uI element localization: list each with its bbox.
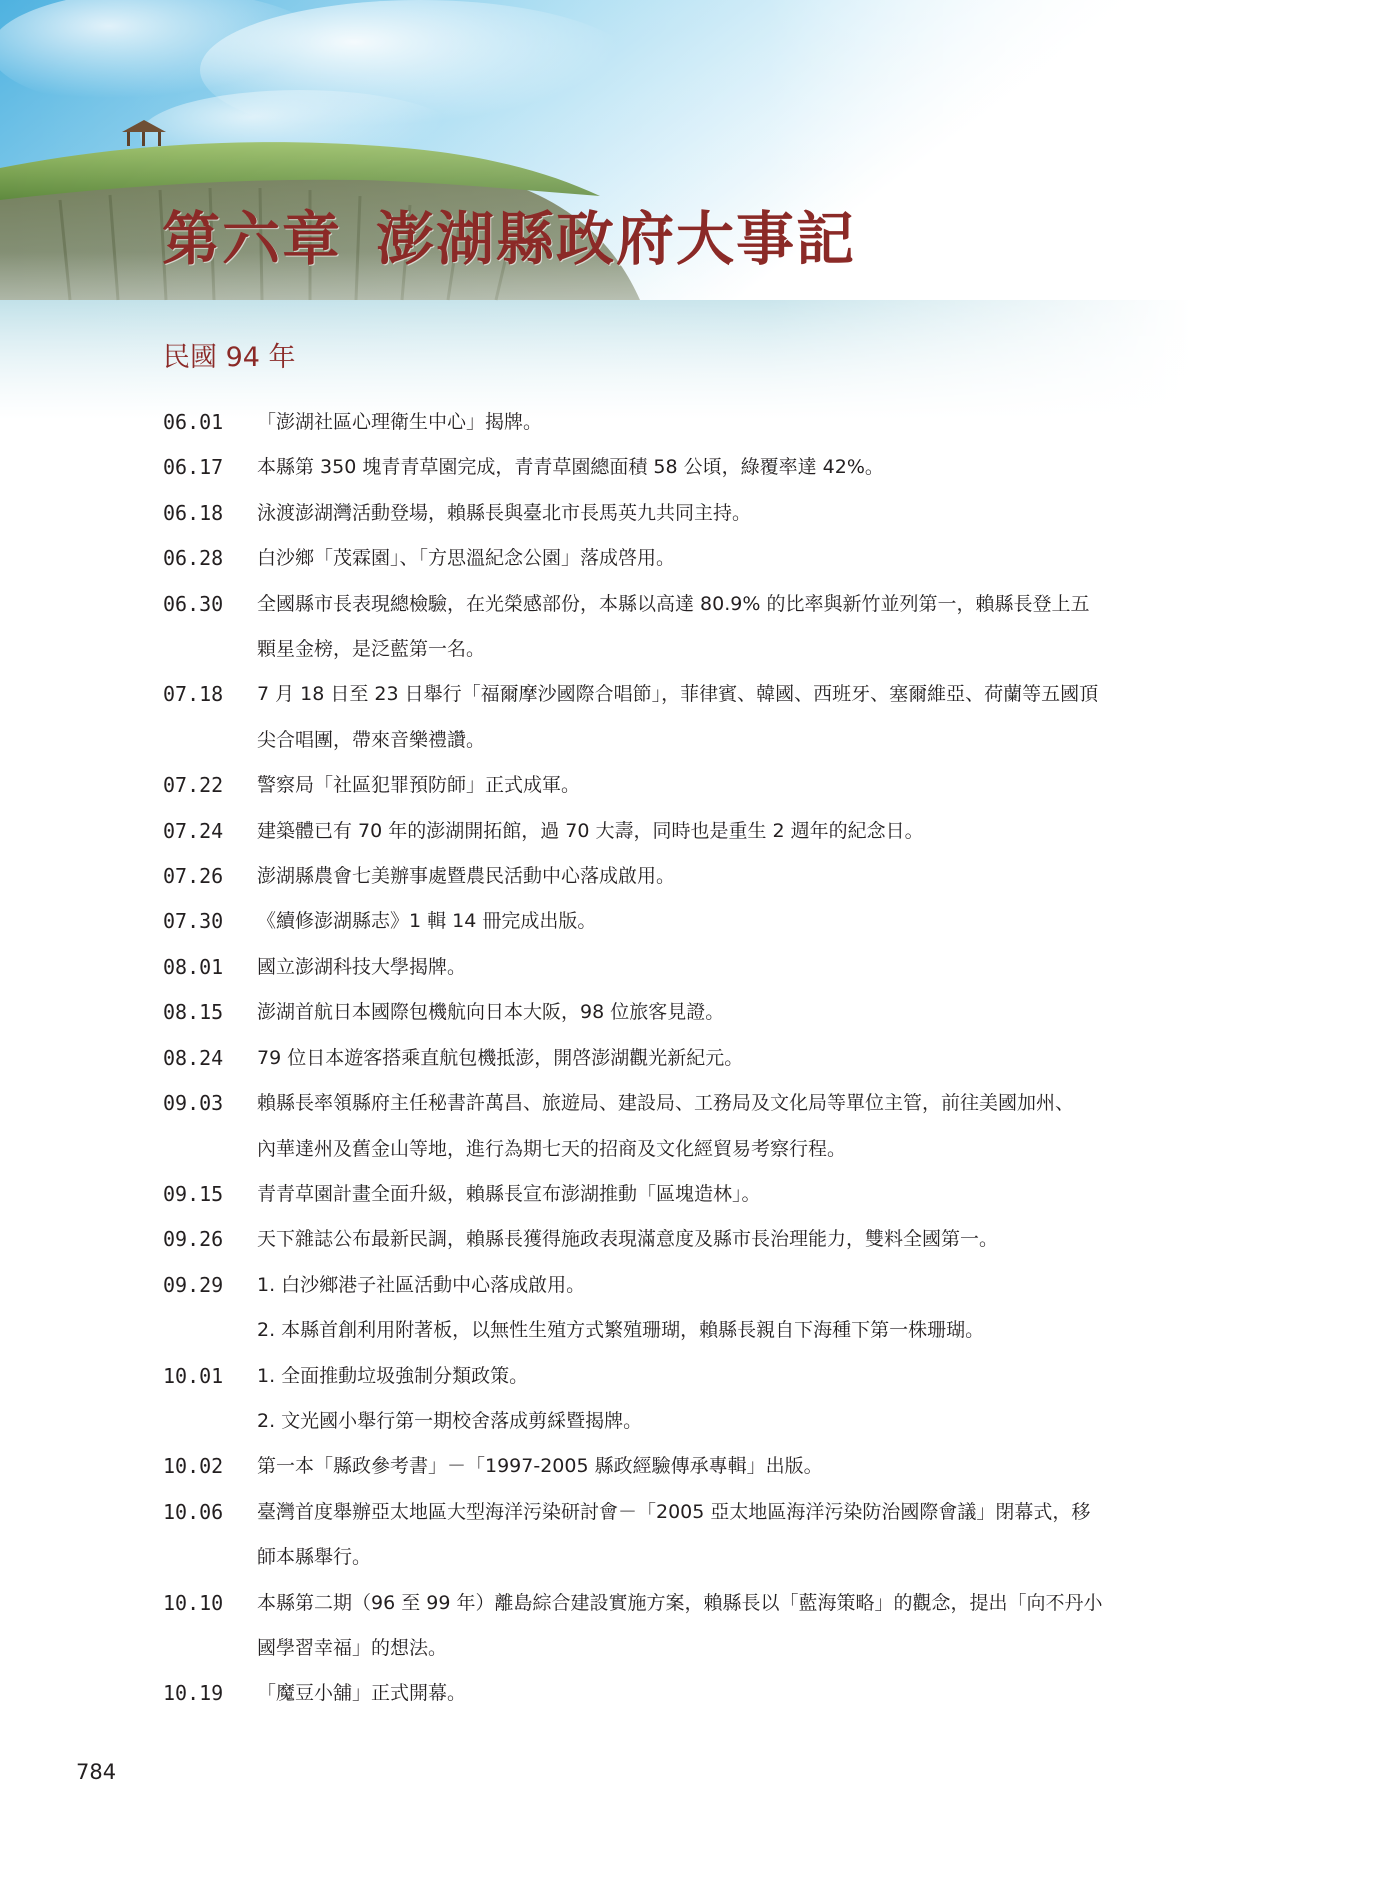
event-description <box>257 582 1243 673</box>
event-item <box>163 1036 1243 1081</box>
event-text-line: 澎湖縣農會七美辦事處暨農民活動中心落成啟用。 <box>257 865 676 888</box>
event-list <box>163 400 1243 1717</box>
event-description <box>257 445 1243 490</box>
event-description <box>257 945 1243 990</box>
event-text-line: 賴縣長率領縣府主任秘書許萬昌、旅遊局、建設局、工務局及文化局等單位主管，前往美國加州、 <box>257 1092 1075 1115</box>
event-text-line: 全國縣市長表現總檢驗，在光榮感部份，本縣以高達 80.9% 的比率與新竹並列第一，賴縣長登上五 <box>257 592 1090 615</box>
event-item <box>163 990 1243 1035</box>
event-text-line: 7 月 18 日至 23 日舉行「福爾摩沙國際合唱節」，菲律賓、韓國、西班牙、塞爾維亞、荷蘭等五國頂 <box>257 683 1099 706</box>
event-text-line: 泳渡澎湖灣活動登場，賴縣長與臺北市長馬英九共同主持。 <box>257 501 752 524</box>
event-date: 09.03 <box>163 1091 224 1116</box>
event-text-line: 本縣第二期（96 至 99 年）離島綜合建設實施方案，賴縣長以「藍海策略」的觀念，提出「向不丹小 <box>257 1591 1103 1614</box>
event-item <box>163 945 1243 990</box>
event-text-line: 79 位日本遊客搭乘直航包機抵澎，開啓澎湖觀光新紀元。 <box>257 1046 744 1069</box>
event-text-line: 尖合唱團，帶來音樂禮讚。 <box>257 728 486 751</box>
event-date: 10.01 <box>163 1363 224 1388</box>
event-description <box>257 1036 1243 1081</box>
event-text-line: 國立澎湖科技大學揭牌。 <box>257 955 467 978</box>
event-item <box>163 763 1243 808</box>
event-description <box>257 763 1243 808</box>
event-text-line: 顆星金榜，是泛藍第一名。 <box>257 638 486 661</box>
event-item <box>163 809 1243 854</box>
event-text-line: 第一本「縣政參考書」－「1997-2005 縣政經驗傳承專輯」出版。 <box>257 1455 823 1478</box>
event-text-line: 「魔豆小舖」正式開幕。 <box>257 1682 467 1705</box>
event-text-line: 1. 全面推動垃圾強制分類政策。 <box>257 1364 529 1387</box>
event-text-line: 國學習幸福」的想法。 <box>257 1636 448 1659</box>
event-description <box>257 536 1243 581</box>
event-description <box>257 1490 1243 1581</box>
event-date: 08.24 <box>163 1045 224 1070</box>
event-date: 07.18 <box>163 682 224 707</box>
event-item <box>163 1581 1243 1672</box>
event-date: 06.17 <box>163 455 224 480</box>
event-date: 07.24 <box>163 818 224 843</box>
event-date: 09.29 <box>163 1272 224 1297</box>
event-description <box>257 854 1243 899</box>
event-description <box>257 1354 1243 1445</box>
year-heading: 民國 94 年 <box>163 342 296 373</box>
event-item <box>163 854 1243 899</box>
event-text-line: 白沙鄉「茂霖園」、「方思溫紀念公園」落成啓用。 <box>257 547 676 570</box>
chapter-number: 第六章 <box>162 205 343 273</box>
chapter-title <box>162 204 856 274</box>
event-item <box>163 1490 1243 1581</box>
event-date: 09.15 <box>163 1181 224 1206</box>
event-text-line: 《續修澎湖縣志》1 輯 14 冊完成出版。 <box>257 910 597 933</box>
event-date: 08.15 <box>163 1000 224 1025</box>
event-description <box>257 1217 1243 1262</box>
event-item <box>163 899 1243 944</box>
event-description <box>257 899 1243 944</box>
event-item <box>163 491 1243 536</box>
event-item <box>163 445 1243 490</box>
chapter-name: 澎湖縣政府大事記 <box>376 205 857 273</box>
event-item <box>163 1354 1243 1445</box>
event-description <box>257 400 1243 445</box>
event-date: 06.01 <box>163 410 224 434</box>
event-text-line: 內華達州及舊金山等地，進行為期七天的招商及文化經貿易考察行程。 <box>257 1137 847 1160</box>
event-description <box>257 672 1243 763</box>
event-description <box>257 1581 1243 1672</box>
event-text-line: 2. 本縣首創利用附著板，以無性生殖方式繁殖珊瑚，賴縣長親自下海種下第一株珊瑚。 <box>257 1319 985 1342</box>
event-text-line: 澎湖首航日本國際包機航向日本大阪，98 位旅客見證。 <box>257 1001 725 1024</box>
event-text-line: 青青草園計畫全面升級，賴縣長宣布澎湖推動「區塊造林」。 <box>257 1182 761 1205</box>
event-description <box>257 1172 1243 1217</box>
event-description <box>257 1263 1243 1354</box>
event-description <box>257 990 1243 1035</box>
event-item <box>163 1444 1243 1489</box>
event-date: 10.06 <box>163 1499 224 1524</box>
event-date: 06.30 <box>163 591 224 616</box>
event-date: 10.19 <box>163 1681 224 1706</box>
event-item <box>163 672 1243 763</box>
page-number: 784 <box>76 1760 117 1784</box>
event-date: 10.10 <box>163 1590 224 1615</box>
event-text-line: 建築體已有 70 年的澎湖開拓館，過 70 大壽，同時也是重生 2 週年的紀念日。 <box>257 819 924 842</box>
event-date: 10.02 <box>163 1454 224 1479</box>
event-text-line: 師本縣舉行。 <box>257 1546 372 1569</box>
event-date: 07.26 <box>163 864 224 889</box>
event-item <box>163 400 1243 445</box>
event-description <box>257 809 1243 854</box>
event-item <box>163 1263 1243 1354</box>
event-description <box>257 1081 1243 1172</box>
event-item <box>163 582 1243 673</box>
event-item <box>163 536 1243 581</box>
event-description <box>257 1671 1243 1716</box>
event-date: 08.01 <box>163 954 224 979</box>
event-date: 07.30 <box>163 909 224 934</box>
event-item <box>163 1172 1243 1217</box>
event-text-line: 警察局「社區犯罪預防師」正式成軍。 <box>257 774 581 797</box>
event-description <box>257 1444 1243 1489</box>
event-date: 07.22 <box>163 773 224 798</box>
event-date: 06.28 <box>163 546 224 571</box>
event-description <box>257 491 1243 536</box>
event-item <box>163 1081 1243 1172</box>
event-item <box>163 1671 1243 1716</box>
event-item <box>163 1217 1243 1262</box>
event-text-line: 本縣第 350 塊青青草園完成，青青草園總面積 58 公頃，綠覆率達 42%。 <box>257 456 884 479</box>
event-text-line: 「澎湖社區心理衛生中心」揭牌。 <box>257 411 543 433</box>
event-date: 06.18 <box>163 500 224 525</box>
event-text-line: 天下雜誌公布最新民調，賴縣長獲得施政表現滿意度及縣市長治理能力，雙料全國第一。 <box>257 1228 999 1251</box>
event-text-line: 臺灣首度舉辦亞太地區大型海洋污染研討會－「2005 亞太地區海洋污染防治國際會議」閉幕式，移 <box>257 1500 1091 1523</box>
event-date: 09.26 <box>163 1227 224 1252</box>
event-text-line: 1. 白沙鄉港子社區活動中心落成啟用。 <box>257 1273 586 1296</box>
event-text-line: 2. 文光國小舉行第一期校舍落成剪綵暨揭牌。 <box>257 1409 643 1432</box>
